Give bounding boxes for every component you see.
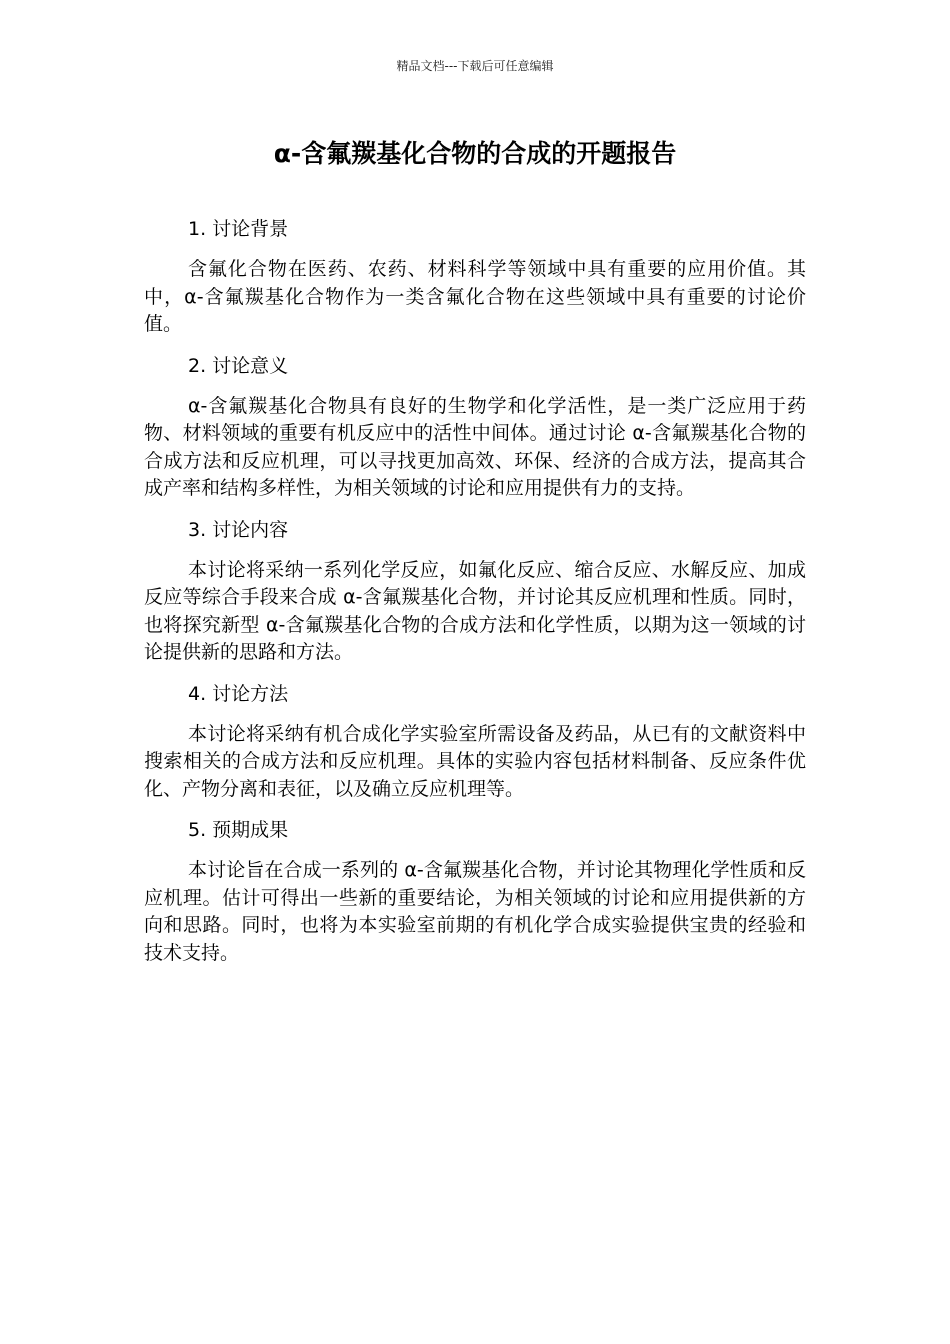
document-title: α-含氟羰基化合物的合成的开题报告 <box>273 139 677 168</box>
section-expected-results <box>144 816 806 967</box>
section-paragraph: 本讨论将采纳有机合成化学实验室所需设备及药品，从已有的文献资料中搜索相关的合成方法和反应机理。具体的实验内容包括材料制备、反应条件优化、产物分离和表征，以及确立反应机理等。 <box>144 722 806 800</box>
section-heading: 1. 讨论背景 <box>188 218 289 240</box>
header-note: 精品文档---下载后可任意编辑 <box>396 59 554 73</box>
section-content <box>144 516 806 667</box>
section-significance <box>144 352 806 503</box>
document-content <box>144 215 806 980</box>
section-methods <box>144 680 806 804</box>
section-paragraph: 含氟化合物在医药、农药、材料科学等领域中具有重要的应用价值。其中，α-含氟羰基化合物作为一类含氟化合物在这些领域中具有重要的讨论价值。 <box>144 258 806 335</box>
section-heading: 5. 预期成果 <box>188 819 289 841</box>
section-paragraph: 本讨论将采纳一系列化学反应，如氟化反应、缩合反应、水解反应、加成反应等综合手段来合成 α-含氟羰基化合物，并讨论其反应机理和性质。同时，也将探究新型 α-含氟羰基化合物的合成方法和化学性质，以期为这一领域的讨论提供新的思路和方法。 <box>144 558 806 663</box>
section-background <box>144 215 806 339</box>
section-heading: 3. 讨论内容 <box>188 518 289 541</box>
section-paragraph: 本讨论旨在合成一系列的 α-含氟羰基化合物，并讨论其物理化学性质和反应机理。估计可得出一些新的重要结论，为相关领域的讨论和应用提供新的方向和思路。同时，也将为本实验室前期的有机化学合成实验提供宝贵的经验和技术支持。 <box>144 859 806 964</box>
section-heading: 2. 讨论意义 <box>188 354 289 377</box>
section-paragraph: α-含氟羰基化合物具有良好的生物学和化学活性，是一类广泛应用于药物、材料领域的重要有机反应中的活性中间体。通过讨论 α-含氟羰基化合物的合成方法和反应机理，可以寻找更加高效、环保、经济的合成方法，提高其合成产率和结构多样性，为相关领域的讨论和应用提供有力的支持。 <box>144 394 806 499</box>
section-heading: 4. 讨论方法 <box>188 682 289 705</box>
